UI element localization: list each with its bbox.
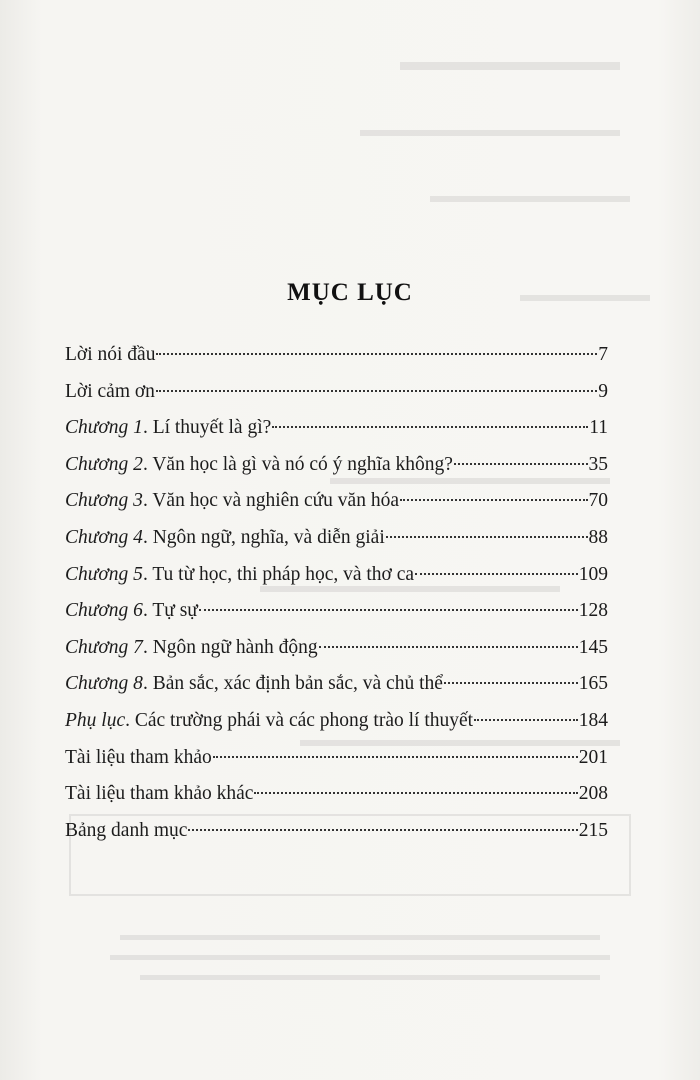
toc-entry-page: 35 <box>588 453 608 475</box>
toc-entry-label <box>65 410 271 447</box>
toc-entry-title: Tài liệu tham khảo <box>65 746 212 768</box>
toc-entry-label <box>65 703 473 740</box>
toc-entry-prefix: Phụ lục <box>65 709 126 731</box>
toc-entry-label <box>65 813 187 850</box>
toc-entry-page: 11 <box>589 417 608 439</box>
toc-entry-label <box>65 520 385 557</box>
toc-entry <box>65 813 608 850</box>
toc-entry-prefix: Chương 5 <box>65 563 143 585</box>
dot-leader <box>444 682 578 684</box>
toc-entry-page: 165 <box>578 673 608 695</box>
toc-entry <box>65 666 608 703</box>
toc-entry-label <box>65 666 443 703</box>
dot-leader <box>319 646 578 648</box>
toc-entry-prefix: Chương 3 <box>65 490 143 512</box>
toc-entry-page: 9 <box>598 380 608 402</box>
table-of-contents <box>65 337 608 849</box>
toc-entry-page: 184 <box>578 709 608 731</box>
toc-entry <box>65 703 608 740</box>
toc-entry <box>65 557 608 594</box>
toc-entry <box>65 520 608 557</box>
toc-entry-label <box>65 557 414 594</box>
toc-entry-page: 109 <box>578 563 608 585</box>
toc-entry-prefix: Chương 7 <box>65 636 143 658</box>
toc-entry <box>65 337 608 374</box>
toc-entry-title: . Ngôn ngữ hành động <box>142 636 318 658</box>
toc-entry-label <box>65 447 453 484</box>
toc-entry-page: 215 <box>578 819 608 841</box>
toc-entry <box>65 593 608 630</box>
dot-leader <box>474 719 578 721</box>
page-title: MỤC LỤC <box>287 278 413 306</box>
toc-entry-title: . Ngôn ngữ, nghĩa, và diễn giải <box>142 526 385 548</box>
toc-entry-title: . Bản sắc, xác định bản sắc, và chủ thể <box>142 673 443 695</box>
toc-entry <box>65 483 608 520</box>
toc-entry <box>65 447 608 484</box>
toc-entry <box>65 410 608 447</box>
toc-entry-page: 70 <box>588 490 608 512</box>
toc-entry-label <box>65 483 399 520</box>
toc-entry-prefix: Chương 8 <box>65 673 143 695</box>
toc-entry-title: . Tự sự <box>142 600 198 622</box>
toc-entry <box>65 740 608 777</box>
toc-entry-title: Lời nói đầu <box>65 344 156 365</box>
toc-entry <box>65 630 608 667</box>
toc-entry-label <box>65 740 212 777</box>
toc-entry-title: Bảng danh mục <box>65 819 188 841</box>
toc-entry-prefix: Chương 1 <box>65 417 143 439</box>
dot-leader <box>199 609 578 611</box>
dot-leader <box>400 499 588 501</box>
toc-entry-prefix: Chương 6 <box>65 600 143 622</box>
toc-entry-page: 208 <box>578 783 608 805</box>
toc-entry-title: . Văn học và nghiên cứu văn hóa <box>142 490 399 512</box>
toc-entry-page: 201 <box>578 746 608 768</box>
dot-leader <box>454 463 588 465</box>
toc-entry-title: . Tu từ học, thi pháp học, và thơ ca <box>142 563 415 585</box>
toc-entry-prefix: Chương 2 <box>65 453 143 475</box>
dot-leader <box>254 792 577 794</box>
dot-leader <box>156 353 597 355</box>
dot-leader <box>156 390 597 392</box>
toc-entry <box>65 374 608 411</box>
toc-entry-label <box>65 776 253 813</box>
dot-leader <box>386 536 588 538</box>
toc-entry-page: 7 <box>598 344 608 365</box>
dot-leader <box>272 426 588 428</box>
dot-leader <box>415 573 578 575</box>
toc-entry-title: . Lí thuyết là gì? <box>142 417 272 439</box>
toc-entry-title: . Các trường phái và các phong trào lí thuyết <box>125 709 474 731</box>
dot-leader <box>188 829 577 831</box>
toc-entry-page: 145 <box>578 636 608 658</box>
toc-entry-page: 88 <box>588 526 608 548</box>
dot-leader <box>213 756 578 758</box>
toc-entry-label <box>65 374 155 411</box>
toc-entry-label <box>65 337 155 374</box>
toc-entry-title: Tài liệu tham khảo khác <box>65 783 254 805</box>
toc-entry-title: Lời cảm ơn <box>65 380 155 402</box>
toc-entry <box>65 776 608 813</box>
toc-entry-title: . Văn học là gì và nó có ý nghĩa không? <box>142 453 453 475</box>
toc-entry-prefix: Chương 4 <box>65 526 143 548</box>
toc-entry-label <box>65 593 198 630</box>
toc-entry-page: 128 <box>578 600 608 622</box>
toc-entry-label <box>65 630 318 667</box>
